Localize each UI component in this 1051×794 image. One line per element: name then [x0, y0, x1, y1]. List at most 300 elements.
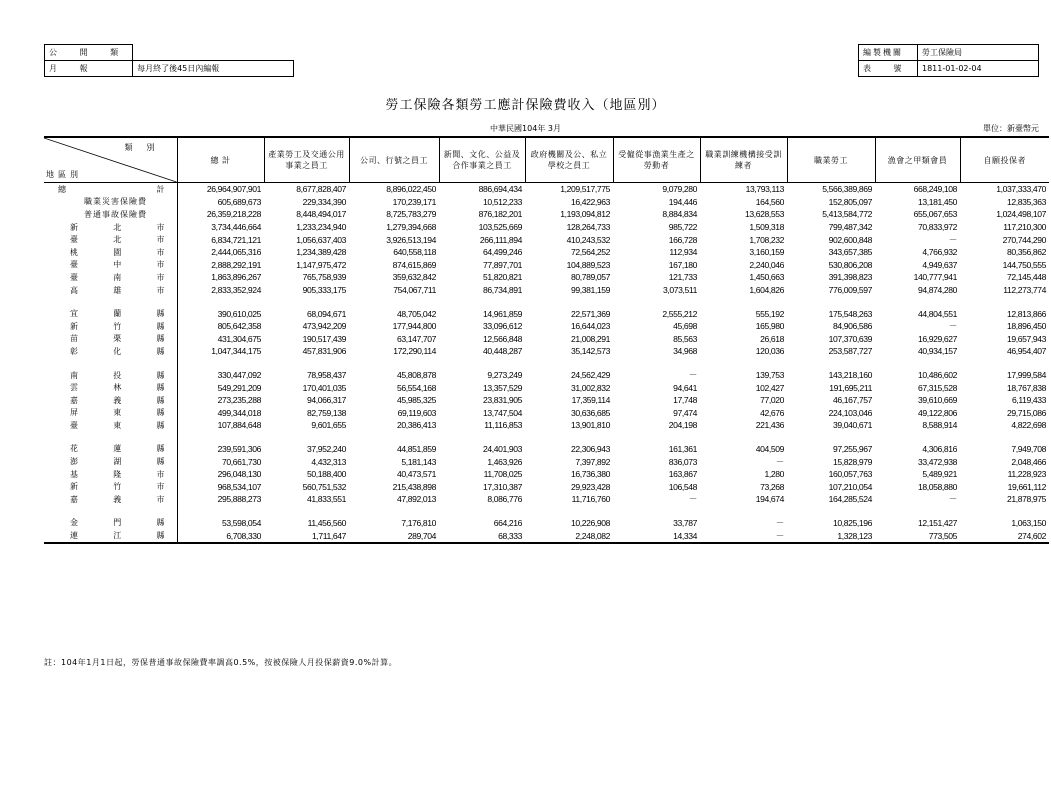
header-label: 編製機關 [859, 45, 918, 61]
value-cell: 1,024,498,107 [996, 209, 1046, 220]
value-cell: 8,677,828,407 [296, 184, 346, 195]
value-cell: 1,037,333,470 [996, 184, 1046, 195]
empty-cell [875, 296, 960, 307]
value-cell: 5,413,584,772 [822, 209, 872, 220]
empty-cell [264, 506, 349, 517]
value-cell: 190,517,439 [302, 333, 346, 344]
value-cell: 17,748 [673, 395, 697, 406]
value-cell: 5,489,921 [922, 469, 957, 480]
value-cell: 30,636,685 [570, 407, 610, 418]
header-label: 公 開 類 [45, 45, 133, 61]
value-cell: 1,056,637,403 [296, 234, 346, 245]
value-cell: 2,248,082 [525, 529, 613, 543]
value-cell: 18,058,880 [917, 481, 957, 492]
value-cell: 82,759,138 [306, 407, 346, 418]
row-label [44, 455, 177, 468]
value-cell: 172,290,114 [393, 346, 436, 357]
corner-cell [44, 137, 177, 183]
row-label [44, 183, 177, 196]
value-cell: － [948, 494, 957, 505]
table-row [44, 196, 1049, 209]
value-cell: 655,067,653 [913, 209, 957, 220]
value-cell: 191,695,211 [829, 382, 872, 393]
value-cell: 754,067,711 [393, 285, 436, 296]
value-cell: 163,867 [668, 469, 697, 480]
value-cell: 985,722 [668, 222, 697, 233]
value-cell: 20,386,413 [396, 420, 436, 431]
value-cell: 41,833,551 [306, 494, 346, 505]
value-cell: 106,548 [668, 481, 697, 492]
empty-cell [349, 296, 439, 307]
row-label [44, 307, 177, 320]
empty-cell [960, 506, 1049, 517]
value-cell: 330,447,092 [217, 370, 261, 381]
value-cell: 805,642,358 [217, 321, 261, 332]
value-cell: 221,436 [755, 420, 784, 431]
row-label-text: 臺南市 [70, 272, 165, 282]
row-label-text: 基隆市 [70, 469, 165, 479]
value-cell: 50,188,400 [306, 469, 346, 480]
header-value: 1811-01-02-04 [918, 61, 1039, 77]
value-cell: 10,226,908 [570, 517, 610, 528]
value-cell: 1,863,896,267 [211, 272, 261, 283]
value-cell: 97,255,967 [832, 443, 872, 454]
empty-cell [439, 506, 525, 517]
value-cell: 170,239,171 [392, 196, 436, 207]
value-cell: 605,689,673 [217, 196, 261, 207]
value-cell: 560,751,532 [302, 481, 346, 492]
value-cell: 69,119,603 [397, 407, 436, 418]
row-label-text: 花蓮縣 [70, 444, 165, 454]
value-cell: 1,193,094,812 [560, 209, 610, 220]
value-cell: 8,725,783,279 [386, 209, 436, 220]
value-cell: 21,878,975 [1006, 494, 1046, 505]
value-cell: 18,767,838 [1006, 382, 1046, 393]
row-label [44, 196, 177, 209]
row-label-text: 金門縣 [70, 518, 165, 528]
empty-cell [875, 358, 960, 369]
value-cell: 2,048,466 [1011, 456, 1046, 467]
row-label [44, 517, 177, 530]
value-cell: 94,641 [673, 382, 697, 393]
value-cell: 1,063,150 [1011, 517, 1046, 528]
data-table [44, 136, 1049, 544]
value-cell: 549,291,209 [217, 382, 261, 393]
value-cell: 144,750,555 [1002, 259, 1046, 270]
empty-cell [264, 358, 349, 369]
row-label [44, 208, 177, 221]
row-label [44, 345, 177, 358]
table-row [44, 284, 1049, 297]
value-cell: 11,708,025 [483, 469, 522, 480]
table-row [44, 493, 1049, 506]
empty-cell [787, 358, 875, 369]
value-cell: 72,564,252 [570, 247, 610, 258]
value-cell: 46,954,407 [1006, 346, 1046, 357]
row-label-text: 新北市 [70, 222, 165, 232]
value-cell: 45,698 [673, 321, 697, 332]
value-cell: － [948, 234, 957, 245]
value-cell: 103,525,669 [478, 222, 522, 233]
empty-cell [700, 296, 787, 307]
table-row [44, 419, 1049, 432]
row-label [44, 506, 177, 517]
value-cell: 3,734,446,664 [211, 222, 261, 233]
value-cell: － [775, 517, 784, 528]
value-cell: 26,618 [760, 333, 784, 344]
row-label [44, 394, 177, 407]
value-cell: 77,897,701 [482, 259, 522, 270]
column-header: 新聞、文化、公益及合作事業之員工 [439, 137, 525, 183]
value-cell: 42,676 [760, 407, 784, 418]
value-cell: 6,119,433 [1012, 395, 1046, 406]
value-cell: 67,315,528 [917, 382, 957, 393]
value-cell: 12,151,427 [917, 517, 957, 528]
value-cell: 905,333,175 [302, 285, 346, 296]
value-cell: 84,906,586 [832, 321, 872, 332]
table-row [44, 407, 1049, 420]
value-cell: 35,142,573 [570, 346, 610, 357]
value-cell: 13,747,504 [482, 407, 522, 418]
corner-area-label: 地區別 [46, 170, 82, 179]
value-cell: 8,896,022,450 [386, 184, 436, 195]
row-label [44, 296, 177, 307]
value-cell: 24,401,903 [482, 443, 522, 454]
column-header: 公司、行號之員工 [349, 137, 439, 183]
column-header: 自願投保者 [960, 137, 1049, 183]
value-cell: 1,234,389,428 [296, 247, 346, 258]
spacer-row [44, 432, 1049, 443]
value-cell: 10,486,602 [917, 370, 957, 381]
empty-cell [875, 506, 960, 517]
row-label-text: 臺北市 [70, 235, 165, 245]
empty-cell [960, 358, 1049, 369]
value-cell: 161,361 [668, 443, 697, 454]
table-row [44, 233, 1049, 246]
empty-cell [177, 432, 264, 443]
row-label-text: 嘉義市 [70, 494, 165, 504]
value-cell: 64,499,246 [482, 247, 522, 258]
row-label [44, 221, 177, 234]
value-cell: 46,167,757 [832, 395, 872, 406]
value-cell: 13,181,450 [917, 196, 957, 207]
value-cell: 410,243,532 [566, 234, 610, 245]
value-cell: 9,079,280 [662, 184, 697, 195]
value-cell: 40,448,287 [482, 346, 522, 357]
empty-cell [177, 296, 264, 307]
value-cell: 120,036 [755, 346, 784, 357]
value-cell: 166,728 [668, 234, 697, 245]
table-row [44, 320, 1049, 333]
value-cell: 215,438,898 [392, 481, 436, 492]
value-cell: 530,806,208 [828, 259, 872, 270]
row-label-text: 雲林縣 [70, 383, 165, 393]
row-label [44, 419, 177, 432]
spacer-row [44, 506, 1049, 517]
value-cell: 8,588,914 [922, 420, 957, 431]
value-cell: 107,370,639 [828, 333, 872, 344]
empty-cell [613, 296, 700, 307]
value-cell: 26,964,907,901 [206, 184, 261, 195]
row-label-text: 南投縣 [70, 370, 165, 380]
value-cell: 99,381,159 [570, 285, 610, 296]
value-cell: － [775, 456, 784, 467]
value-cell: － [948, 321, 957, 332]
value-cell: 51,820,821 [482, 272, 522, 283]
value-cell: 274,602 [960, 529, 1049, 543]
value-cell: 152,805,097 [828, 196, 872, 207]
table-row [44, 221, 1049, 234]
value-cell: 11,716,760 [571, 494, 610, 505]
empty-cell [787, 506, 875, 517]
value-cell: 80,789,057 [570, 272, 610, 283]
value-cell: 668,249,108 [913, 184, 957, 195]
header-label: 表 號 [859, 61, 918, 77]
column-header: 政府機關及公、私立學校之員工 [525, 137, 613, 183]
empty-cell [349, 432, 439, 443]
row-label-text: 新竹縣 [70, 321, 165, 331]
table-row [44, 271, 1049, 284]
header-left-table [44, 44, 294, 77]
value-cell: 45,808,878 [396, 370, 436, 381]
value-cell: 776,009,597 [828, 285, 872, 296]
row-label [44, 381, 177, 394]
value-cell: 94,066,317 [306, 395, 346, 406]
table-row [44, 183, 1049, 196]
value-cell: 68,333 [439, 529, 525, 543]
value-cell: 80,356,862 [1006, 247, 1046, 258]
value-cell: － [700, 529, 787, 543]
page-title: 勞工保險各類勞工應計保險費收入（地區別） [385, 98, 666, 113]
value-cell: 22,306,943 [570, 443, 610, 454]
row-label [44, 246, 177, 259]
row-label-text: 嘉義縣 [70, 395, 165, 405]
value-cell: 19,657,943 [1006, 333, 1046, 344]
value-cell: 902,600,848 [828, 234, 872, 245]
value-cell: 473,942,209 [302, 321, 346, 332]
value-cell: 164,285,524 [828, 494, 872, 505]
value-cell: 6,708,330 [177, 529, 264, 543]
column-header: 漁會之甲類會員 [875, 137, 960, 183]
row-label-text: 臺東縣 [70, 420, 165, 430]
value-cell: 5,181,143 [401, 456, 436, 467]
row-label [44, 480, 177, 493]
table-row [44, 394, 1049, 407]
value-cell: 289,704 [349, 529, 439, 543]
row-label-text: 桃園市 [70, 247, 165, 257]
value-cell: 270,744,290 [1002, 234, 1046, 245]
row-label-text: 澎湖縣 [70, 457, 165, 467]
value-cell: 4,432,313 [311, 456, 346, 467]
value-cell: 765,758,939 [302, 272, 346, 283]
value-cell: 143,218,160 [828, 370, 872, 381]
row-label-text: 新竹市 [70, 482, 165, 492]
value-cell: 295,888,273 [217, 494, 261, 505]
value-cell: 24,562,429 [570, 370, 610, 381]
value-cell: 15,828,979 [832, 456, 872, 467]
value-cell: 16,736,380 [570, 469, 610, 480]
row-label [44, 529, 177, 543]
value-cell: 640,558,118 [393, 247, 436, 258]
value-cell: 18,896,450 [1006, 321, 1046, 332]
value-cell: 4,949,637 [922, 259, 957, 270]
value-cell: 1,604,826 [749, 285, 784, 296]
value-cell: 34,968 [673, 346, 697, 357]
value-cell: 22,571,369 [570, 308, 610, 319]
unit-label: 單位：新臺幣元 [983, 124, 1039, 133]
table-row [44, 369, 1049, 382]
value-cell: 170,401,035 [302, 382, 346, 393]
header-value: 每月終了後45日內編報 [133, 61, 294, 77]
value-cell: 404,509 [755, 443, 784, 454]
value-cell: 21,008,291 [570, 333, 610, 344]
empty-cell [349, 358, 439, 369]
empty-cell [613, 432, 700, 443]
value-cell: 12,813,866 [1006, 308, 1046, 319]
row-label-text: 苗栗縣 [70, 334, 165, 344]
empty-cell [525, 296, 613, 307]
row-label-text: 屏東縣 [70, 408, 165, 418]
table-row [44, 468, 1049, 481]
value-cell: 44,804,551 [917, 308, 957, 319]
value-cell: 102,427 [755, 382, 784, 393]
row-label [44, 320, 177, 333]
table-row [44, 246, 1049, 259]
empty-cell [525, 506, 613, 517]
value-cell: 73,268 [760, 481, 784, 492]
empty-cell [177, 358, 264, 369]
value-cell: 1,279,394,668 [386, 222, 436, 233]
empty-cell [439, 358, 525, 369]
value-cell: 3,073,511 [663, 285, 697, 296]
value-cell: 167,180 [668, 259, 697, 270]
row-label [44, 358, 177, 369]
value-cell: 47,892,013 [396, 494, 436, 505]
value-cell: 177,944,800 [392, 321, 436, 332]
table-row [44, 307, 1049, 320]
value-cell: 29,923,428 [570, 481, 610, 492]
value-cell: 31,002,832 [570, 382, 610, 393]
value-cell: 16,929,627 [917, 333, 957, 344]
header-value [133, 45, 294, 61]
report-period: 中華民國104年 3月 [490, 124, 561, 133]
value-cell: 343,657,385 [828, 247, 872, 258]
column-header: 受僱從事漁業生產之勞動者 [613, 137, 700, 183]
value-cell: 2,240,046 [749, 259, 784, 270]
value-cell: 44,851,859 [396, 443, 436, 454]
value-cell: 266,111,894 [479, 234, 522, 245]
value-cell: 457,831,906 [302, 346, 346, 357]
value-cell: 40,934,157 [917, 346, 957, 357]
value-cell: 874,615,869 [392, 259, 436, 270]
value-cell: 117,210,300 [1003, 222, 1046, 233]
empty-cell [875, 432, 960, 443]
value-cell: 140,777,941 [913, 272, 957, 283]
value-cell: 85,563 [673, 333, 697, 344]
value-cell: 204,198 [668, 420, 697, 431]
value-cell: 68,094,671 [306, 308, 346, 319]
empty-cell [613, 358, 700, 369]
row-label-text: 高雄市 [70, 285, 165, 295]
value-cell: 273,235,288 [217, 395, 261, 406]
value-cell: 499,344,018 [217, 407, 261, 418]
row-label [44, 443, 177, 456]
value-cell: 12,566,848 [482, 333, 522, 344]
row-label [44, 284, 177, 297]
empty-cell [700, 358, 787, 369]
value-cell: 8,448,494,017 [296, 209, 346, 220]
value-cell: 836,073 [668, 456, 697, 467]
value-cell: 224,103,046 [828, 407, 872, 418]
value-cell: 53,598,054 [221, 517, 261, 528]
table-row [44, 455, 1049, 468]
row-label [44, 493, 177, 506]
value-cell: 128,264,733 [566, 222, 610, 233]
value-cell: 3,160,159 [749, 247, 784, 258]
value-cell: 14,334 [613, 529, 700, 543]
column-header: 職業訓練機構接受訓練者 [700, 137, 787, 183]
empty-cell [700, 432, 787, 443]
empty-cell [700, 506, 787, 517]
footnote: 註：104年1月1日起，勞保普通事故保險費率調高0.5%，按被保險人月投保薪資9.0%計算。 [44, 658, 398, 667]
value-cell: 11,228,923 [1007, 469, 1046, 480]
value-cell: 23,831,905 [482, 395, 522, 406]
value-cell: 164,560 [755, 196, 784, 207]
value-cell: － [688, 370, 697, 381]
value-cell: 16,422,963 [570, 196, 610, 207]
value-cell: 1,708,232 [749, 234, 784, 245]
value-cell: 78,958,437 [306, 370, 346, 381]
row-label-text: 宜蘭縣 [70, 309, 165, 319]
row-label [44, 407, 177, 420]
value-cell: 175,548,263 [828, 308, 872, 319]
value-cell: 229,334,390 [302, 196, 346, 207]
value-cell: 39,610,669 [917, 395, 957, 406]
value-cell: 1,233,234,940 [296, 222, 346, 233]
value-cell: 431,304,675 [217, 333, 261, 344]
value-cell: 139,753 [755, 370, 784, 381]
value-cell: 7,176,810 [401, 517, 436, 528]
empty-cell [525, 432, 613, 443]
spacer-row [44, 358, 1049, 369]
column-header: 總 計 [177, 137, 264, 183]
value-cell: 1,280 [764, 469, 784, 480]
value-cell: 555,192 [755, 308, 784, 319]
value-cell: 8,884,834 [662, 209, 697, 220]
value-cell: 1,328,123 [787, 529, 875, 543]
table-row [44, 529, 1049, 543]
value-cell: 37,952,240 [306, 443, 346, 454]
value-cell: 4,822,698 [1011, 420, 1046, 431]
empty-cell [264, 296, 349, 307]
value-cell: 13,628,553 [744, 209, 784, 220]
value-cell: 112,934 [669, 247, 697, 258]
value-cell: 7,397,892 [575, 456, 610, 467]
table-row [44, 259, 1049, 272]
value-cell: 160,057,763 [828, 469, 872, 480]
value-cell: 1,147,975,472 [296, 259, 346, 270]
value-cell: 5,566,389,869 [822, 184, 872, 195]
spacer-row [44, 296, 1049, 307]
value-cell: 112,273,774 [1003, 285, 1046, 296]
value-cell: 799,487,342 [828, 222, 872, 233]
row-label [44, 468, 177, 481]
row-label-text: 職業災害保險費 [84, 197, 147, 207]
value-cell: 11,456,560 [307, 517, 346, 528]
value-cell: 33,472,938 [917, 456, 957, 467]
value-cell: 72,145,448 [1006, 272, 1046, 283]
value-cell: 97,474 [673, 407, 697, 418]
